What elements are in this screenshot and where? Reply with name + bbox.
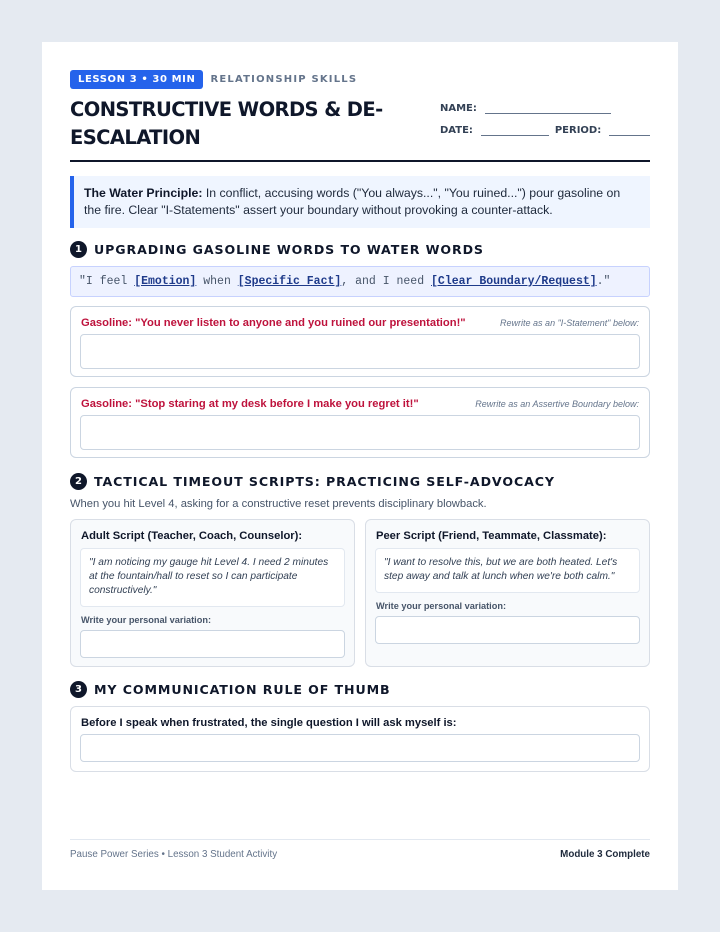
formula-request-placeholder: [Clear Boundary/Request] [431,275,597,288]
formula-text: "I feel [79,275,135,288]
section-1-title: UPGRADING GASOLINE WORDS TO WATER WORDS [94,242,484,257]
rule-of-thumb-input[interactable] [80,734,640,762]
formula-text: ." [596,275,611,288]
footer-module-status: Module 3 Complete [560,849,650,860]
category-label: RELATIONSHIP SKILLS [210,74,358,85]
gasoline-card-2 [70,387,650,458]
section-1-heading [70,241,484,258]
section-2-heading [70,473,555,490]
peer-script-title: Peer Script (Friend, Teammate, Classmate): [376,530,607,542]
adult-script-quote: "I am noticing my gauge hit Level 4. I need 2 minutes at the fountain/hall to reset so I can participate constructively." [80,548,345,607]
period-label: PERIOD: [554,125,602,136]
callout-term: The Water Principle: [84,186,203,200]
formula-fact-placeholder: [Specific Fact] [237,275,342,288]
lesson-badge: LESSON 3 • 30 MIN [70,70,203,89]
footer-series: Pause Power Series • Lesson 3 Student Activity [70,849,278,860]
gasoline-statement-1: Gasoline: "You never listen to anyone and you ruined our presentation!" [81,317,466,329]
formula-emotion-placeholder: [Emotion] [134,275,197,288]
adult-script-card [70,519,355,667]
peer-variation-label: Write your personal variation: [376,601,507,611]
gasoline-statement-2: Gasoline: "Stop staring at my desk before I make you regret it!" [81,398,419,410]
section-3-heading [70,681,391,698]
page-footer [70,839,650,860]
water-principle-callout [70,176,650,228]
date-label: DATE: [440,125,473,136]
rewrite-hint-1: Rewrite as an "I-Statement" below: [500,318,639,328]
gasoline-card-1 [70,306,650,377]
lesson-meta [70,70,357,89]
section-2-number: 2 [70,473,87,490]
section-1-number: 1 [70,241,87,258]
adult-variation-label: Write your personal variation: [81,615,212,625]
adult-variation-input[interactable] [80,630,345,658]
student-info-fields [440,92,650,136]
name-field[interactable] [485,100,611,114]
formula-text: when [196,275,238,288]
callout-text: In conflict, accusing words ("You always...", "You ruined...") pour gasoline on the fire. Clear "I-Statements" assert your boundary without provoking a counter-attack. [84,186,621,217]
peer-script-quote: "I want to resolve this, but we are both heated. Let's step away and talk at lunch when we're both calm." [375,548,640,593]
worksheet-header [70,70,650,162]
rewrite-input-1[interactable] [80,334,640,369]
worksheet-page [42,42,678,890]
peer-variation-input[interactable] [375,616,640,644]
rule-of-thumb-card [70,706,650,772]
i-statement-formula [70,266,650,297]
rewrite-input-2[interactable] [80,415,640,450]
date-field[interactable] [481,122,549,136]
formula-text: , and I need [341,275,432,288]
section-3-number: 3 [70,681,87,698]
name-label: NAME: [440,103,477,114]
section-3-title: MY COMMUNICATION RULE OF THUMB [94,682,391,697]
peer-script-card [365,519,650,667]
rule-of-thumb-prompt: Before I speak when frustrated, the single question I will ask myself is: [81,717,457,729]
period-field[interactable] [609,122,650,136]
date-period-row [440,114,650,136]
name-field-row [440,92,650,114]
rewrite-hint-2: Rewrite as an Assertive Boundary below: [475,399,639,409]
adult-script-title: Adult Script (Teacher, Coach, Counselor): [81,530,303,542]
page-title: CONSTRUCTIVE WORDS & DE-ESCALATION [70,98,383,149]
section-2-intro: When you hit Level 4, asking for a constructive reset prevents disciplinary blowback. [70,498,487,510]
section-2-title: TACTICAL TIMEOUT SCRIPTS: PRACTICING SELF-ADVOCACY [94,474,555,489]
